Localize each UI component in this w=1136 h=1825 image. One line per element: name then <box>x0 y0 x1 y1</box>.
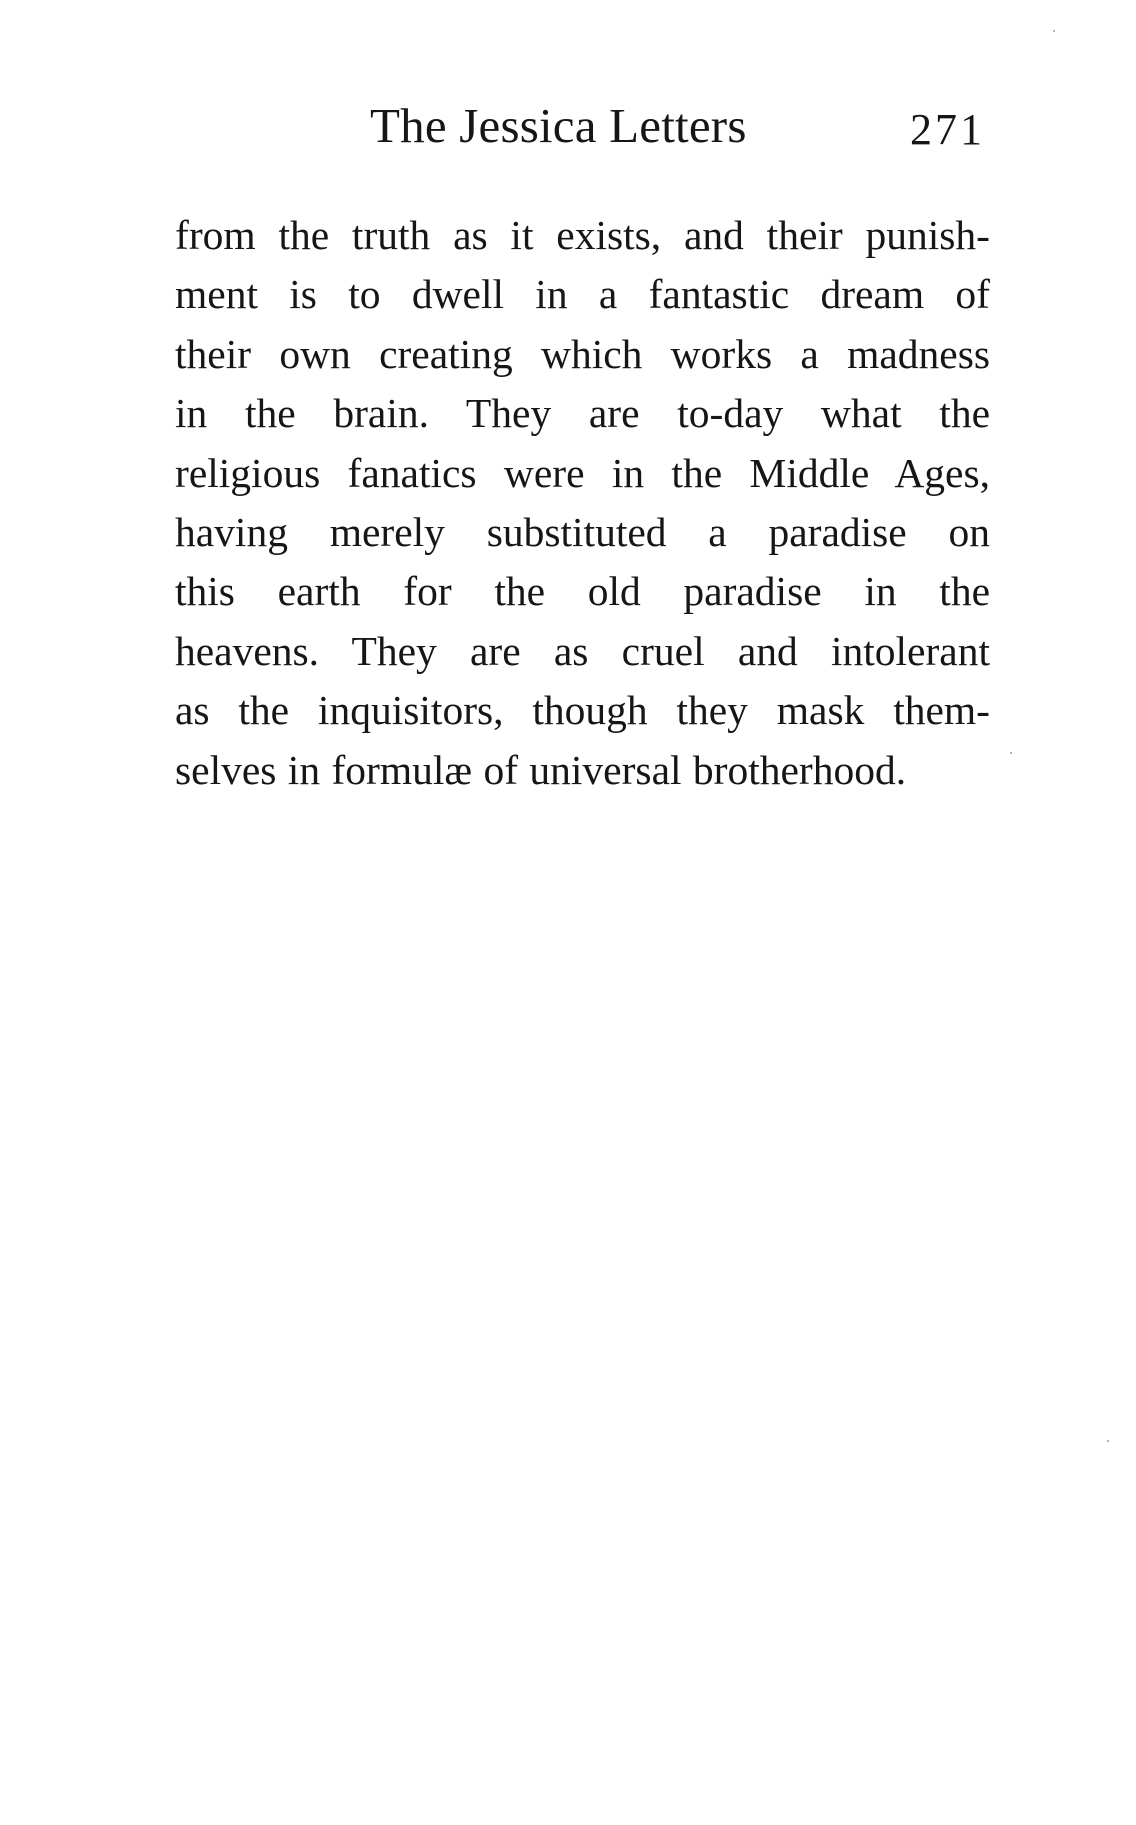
text-line: ment is to dwell in a fantastic dream of <box>175 271 990 318</box>
page-number: 271 <box>910 105 985 154</box>
running-head <box>175 96 995 156</box>
text-line: as the inquisitors, though they mask them- <box>175 687 990 734</box>
text-line: this earth for the old paradise in the <box>175 568 990 615</box>
text-line: heavens. They are as cruel and intolerant <box>175 627 990 674</box>
scan-speck <box>1107 1440 1109 1442</box>
scan-speck <box>1010 752 1012 754</box>
text-line: religious fanatics were in the Middle Ages, <box>175 449 990 496</box>
text-line: having merely substituted a paradise on <box>175 508 990 555</box>
running-title: The Jessica Letters <box>370 98 747 153</box>
text-line: in the brain. They are to-day what the <box>175 390 990 437</box>
text-line: selves in formulæ of universal brotherhood. <box>175 746 907 793</box>
body-text <box>175 206 990 800</box>
text-line: their own creating which works a madness <box>175 330 990 377</box>
scan-speck <box>1053 30 1055 32</box>
text-line: from the truth as it exists, and their punish- <box>175 212 990 258</box>
